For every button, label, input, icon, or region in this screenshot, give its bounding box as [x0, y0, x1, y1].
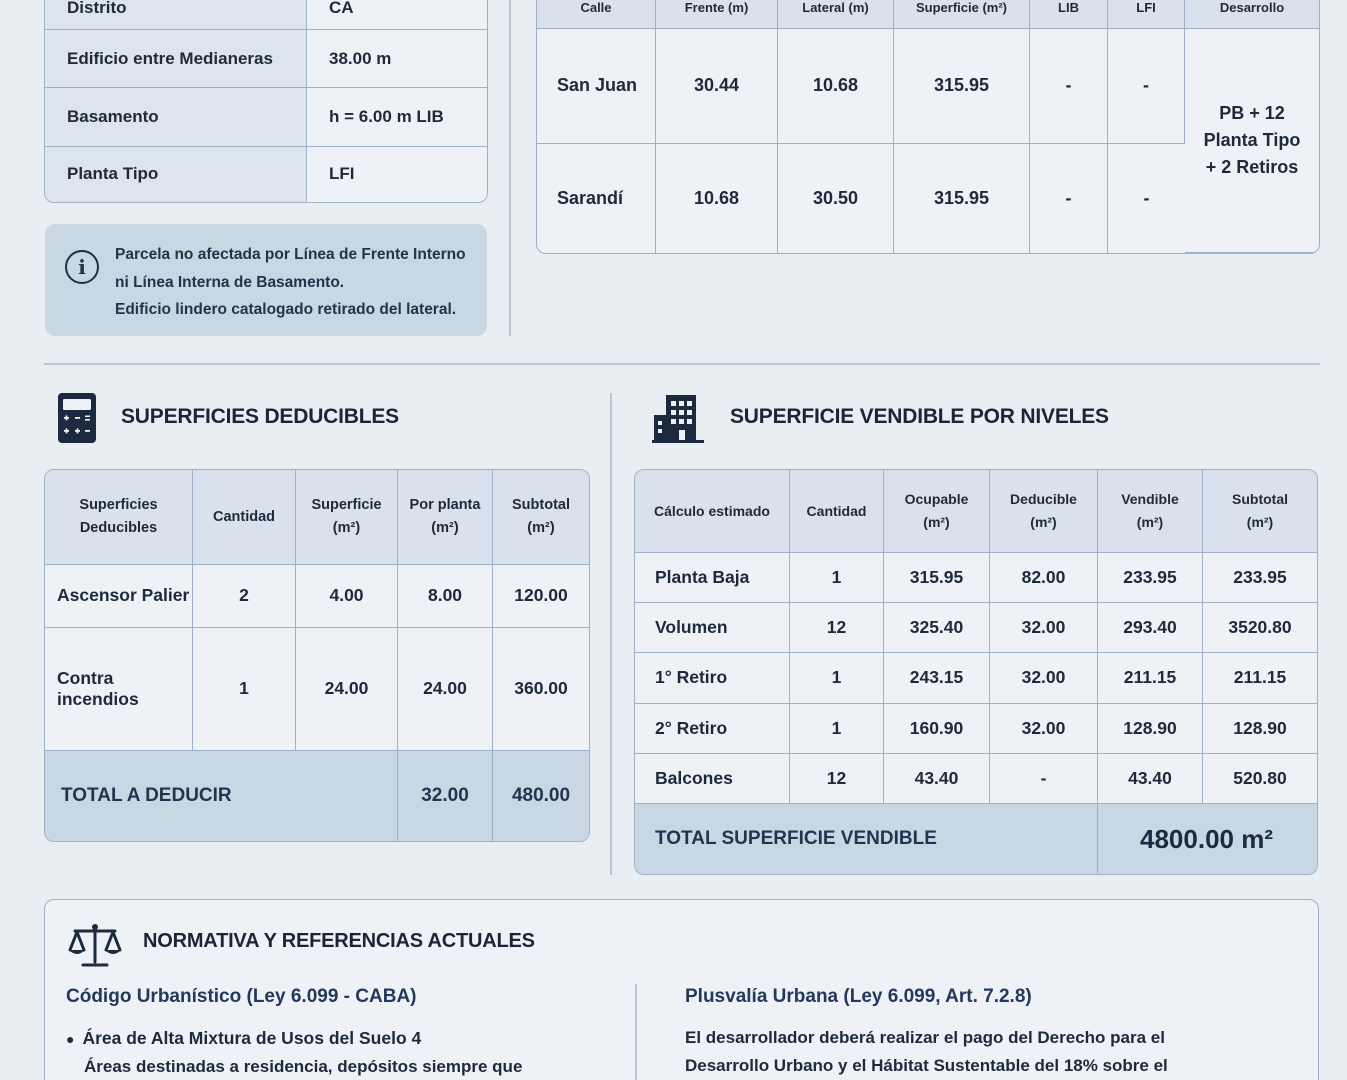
cell-subtotal: 520.80 — [1203, 754, 1317, 804]
column-header: Lateral (m) — [778, 0, 894, 29]
header-line: Superficies — [79, 497, 158, 513]
total-label: TOTAL A DEDUCIR — [45, 751, 398, 841]
column-divider — [610, 393, 612, 875]
info-line: Parcela no afectada por Línea de Frente Interno — [115, 246, 466, 263]
cell-ocupable: 243.15 — [884, 653, 990, 703]
cell-lfi: - — [1108, 29, 1185, 144]
column-header — [296, 470, 398, 565]
cell-lateral: 30.50 — [778, 144, 894, 253]
street-name: San Juan — [537, 29, 656, 144]
cell-deducible: - — [990, 754, 1098, 804]
table-row — [635, 603, 1317, 653]
cell-ocupable: 43.40 — [884, 754, 990, 804]
cell-deducible: 32.00 — [990, 704, 1098, 754]
table-row — [45, 565, 589, 628]
column-header — [990, 470, 1098, 553]
development-summary — [1185, 29, 1319, 253]
cell-vendible: 43.40 — [1098, 754, 1203, 804]
table-row — [45, 628, 589, 751]
plusvalia-title: Plusvalía Urbana (Ley 6.099, Art. 7.2.8) — [685, 986, 1032, 1007]
table-row — [635, 754, 1317, 804]
cell-ocupable: 325.40 — [884, 603, 990, 653]
table-row — [635, 704, 1317, 754]
row-label: Ascensor Palier — [45, 565, 193, 628]
cell-subtotal: 211.15 — [1203, 653, 1317, 703]
code-title: Código Urbanístico (Ley 6.099 - CABA) — [66, 986, 417, 1007]
cell-frente: 30.44 — [656, 29, 778, 144]
total-value: 4800.00 m² — [1098, 804, 1317, 874]
table-header-row — [537, 0, 1319, 29]
info-line: Edificio lindero catalogado retirado del lateral. — [115, 301, 457, 318]
normativa-title: NORMATIVA Y REFERENCIAS ACTUALES — [143, 930, 535, 952]
cell-vendible: 128.90 — [1098, 704, 1203, 754]
total-subtotal: 480.00 — [493, 751, 589, 841]
zone-value: h = 6.00 m LIB — [307, 88, 487, 146]
table-row — [635, 553, 1317, 603]
cell-subtotal: 360.00 — [493, 628, 589, 751]
cell-ocupable: 315.95 — [884, 553, 990, 603]
calculator-icon — [57, 392, 97, 444]
cell-lfi: - — [1143, 187, 1150, 208]
cell-frente: 10.68 — [656, 144, 778, 253]
zone-label: Edificio entre Medianeras — [45, 30, 307, 88]
zone-label: Distrito — [45, 0, 307, 30]
cell-cantidad: 2 — [193, 565, 296, 628]
plusvalia-text-line: Desarrollo Urbano y el Hábitat Sustentable del 18% sobre el — [685, 1056, 1168, 1075]
header-line: (m²) — [1136, 514, 1164, 530]
column-header — [1098, 470, 1203, 553]
row-label: Balcones — [635, 754, 790, 804]
normativa-panel — [44, 899, 1319, 1080]
table-row — [635, 653, 1317, 703]
row-label: Volumen — [635, 603, 790, 653]
deductible-section-title: SUPERFICIES DEDUCIBLES — [121, 405, 399, 428]
street-name: Sarandí — [537, 144, 656, 253]
zone-value: LFI — [329, 164, 355, 184]
cell-deducible: 82.00 — [990, 553, 1098, 603]
total-por-planta: 32.00 — [398, 751, 493, 841]
row-label: Planta Baja — [635, 553, 790, 603]
column-header — [493, 470, 589, 565]
cell-deducible: 32.00 — [990, 603, 1098, 653]
header-line: Superficie — [311, 497, 382, 513]
zone-label: Planta Tipo — [45, 147, 307, 203]
column-divider — [509, 0, 511, 336]
row-label: Contra incendios — [45, 628, 193, 751]
header-line: Deducibles — [79, 520, 158, 536]
cell-lateral: 10.68 — [778, 29, 894, 144]
table-row — [45, 88, 487, 146]
cell-cantidad: 1 — [193, 628, 296, 751]
development-line: + 2 Retiros — [1205, 157, 1299, 177]
facade-table — [536, 0, 1320, 254]
column-header: Frente (m) — [656, 0, 778, 29]
cell-cantidad: 1 — [790, 653, 884, 703]
zoning-table — [44, 0, 488, 203]
cell-lib: - — [1030, 29, 1108, 144]
column-header: LIB — [1030, 0, 1108, 29]
header-line: (m²) — [527, 520, 555, 536]
cell-subtotal: 233.95 — [1203, 553, 1317, 603]
table-header-row — [45, 470, 589, 565]
table-row — [45, 0, 487, 30]
row-label: 2° Retiro — [635, 704, 790, 754]
cell-vendible: 293.40 — [1098, 603, 1203, 653]
cell-cantidad: 1 — [790, 704, 884, 754]
code-bullet-text: Área de Alta Mixtura de Usos del Suelo 4 — [82, 1028, 422, 1048]
cell-ocupable: 160.90 — [884, 704, 990, 754]
cell-lib: - — [1030, 144, 1108, 253]
header-line: Ocupable — [904, 491, 969, 507]
column-header — [398, 470, 493, 565]
column-header — [884, 470, 990, 553]
table-row — [45, 147, 487, 203]
cell-subtotal: 120.00 — [493, 565, 589, 628]
header-line: Subtotal — [512, 497, 570, 513]
header-line: Deducible — [1010, 491, 1077, 507]
header-line: Por planta — [409, 497, 481, 513]
development-line: PB + 12 — [1219, 103, 1285, 123]
code-bullet — [66, 1024, 421, 1053]
cell-deducible: 32.00 — [990, 653, 1098, 703]
header-line: (m²) — [923, 514, 950, 530]
zone-value: 38.00 m — [307, 30, 487, 88]
bullet-dot: ● — [66, 1031, 75, 1047]
total-row — [45, 751, 589, 841]
header-line: (m²) — [1246, 514, 1274, 530]
cell-subtotal: 128.90 — [1203, 704, 1317, 754]
cell-superficie: 24.00 — [296, 628, 398, 751]
info-icon: i — [65, 250, 99, 284]
total-label: TOTAL SUPERFICIE VENDIBLE — [635, 804, 1098, 874]
sellable-table — [634, 469, 1318, 875]
column-header — [45, 470, 193, 565]
cell-superficie: 4.00 — [296, 565, 398, 628]
cell-vendible: 211.15 — [1098, 653, 1203, 703]
column-header: LFI — [1108, 0, 1185, 29]
sellable-section-title: SUPERFICIE VENDIBLE POR NIVELES — [730, 405, 1109, 428]
development-line: Planta Tipo — [1203, 130, 1301, 150]
header-line: (m²) — [332, 520, 361, 536]
plusvalia-text-line: El desarrollador deberá realizar el pago del Derecho para el — [685, 1028, 1165, 1047]
header-line: Vendible — [1121, 491, 1179, 507]
row-label: 1° Retiro — [635, 653, 790, 703]
column-header: Cantidad — [193, 470, 296, 565]
table-row — [45, 30, 487, 88]
column-header: Superficie (m²) — [894, 0, 1030, 29]
cell-superficie: 315.95 — [894, 144, 1030, 253]
column-header: Desarrollo — [1185, 0, 1319, 29]
code-description: Áreas destinadas a residencia, depósitos siempre que — [84, 1057, 523, 1076]
cell-cantidad: 12 — [790, 603, 884, 653]
zone-value: CA — [307, 0, 487, 30]
cell-superficie: 315.95 — [894, 29, 1030, 144]
info-note — [45, 224, 487, 336]
zone-label: Basamento — [45, 88, 307, 146]
scales-icon — [67, 922, 123, 968]
column-header: Cálculo estimado — [635, 470, 790, 553]
info-line: ni Línea Interna de Basamento. — [115, 273, 345, 291]
table-header-row — [635, 470, 1317, 553]
table-row — [537, 29, 1319, 144]
column-header: Cantidad — [790, 470, 884, 553]
deductible-table — [44, 469, 590, 842]
header-line: Subtotal — [1232, 491, 1288, 507]
header-line: (m²) — [431, 520, 459, 536]
building-icon — [652, 393, 704, 443]
info-note-text — [115, 241, 466, 324]
cell-por-planta: 24.00 — [398, 628, 493, 751]
total-row — [635, 804, 1317, 874]
cell-subtotal: 3520.80 — [1203, 603, 1317, 653]
cell-vendible: 233.95 — [1098, 553, 1203, 603]
cell-por-planta: 8.00 — [398, 565, 493, 628]
header-line: (m²) — [1030, 514, 1057, 530]
column-header: Calle — [537, 0, 656, 29]
cell-cantidad: 1 — [790, 553, 884, 603]
cell-cantidad: 12 — [790, 754, 884, 804]
column-divider — [635, 984, 637, 1080]
column-header — [1203, 470, 1317, 553]
section-divider — [44, 363, 1320, 365]
